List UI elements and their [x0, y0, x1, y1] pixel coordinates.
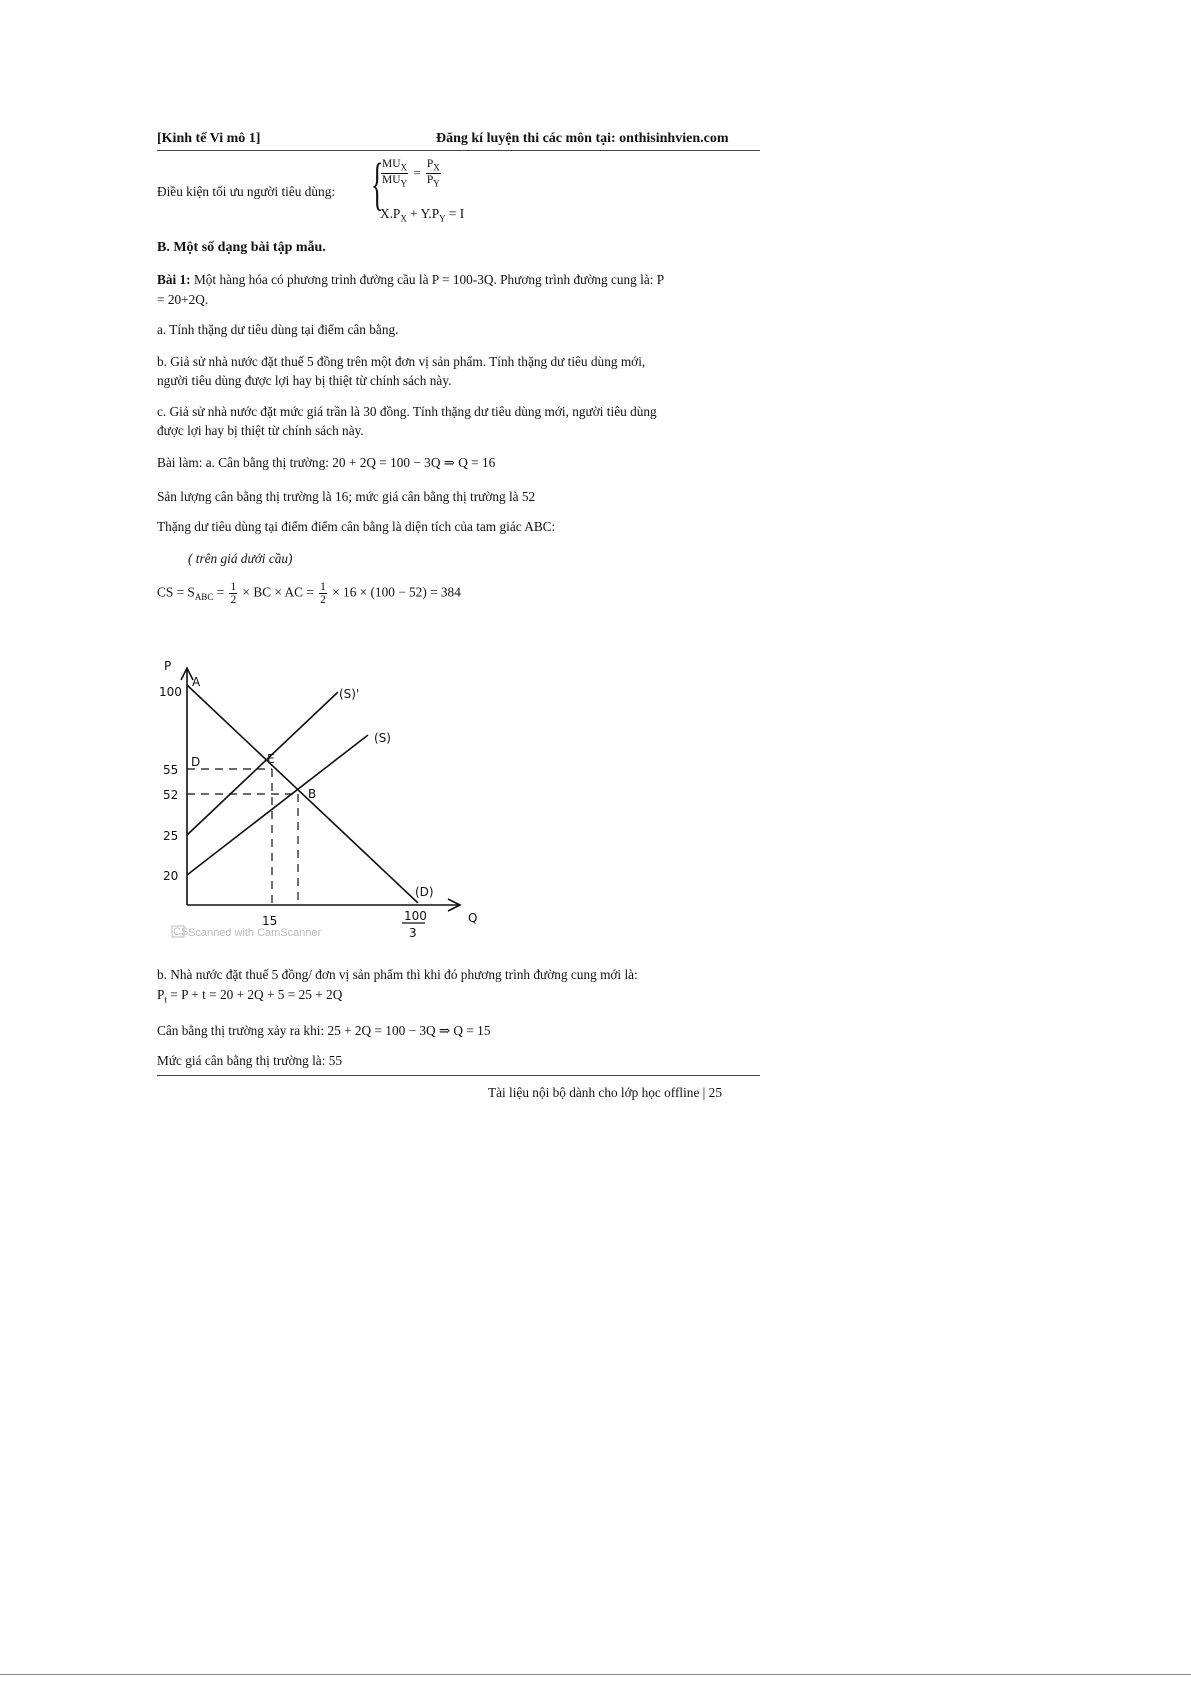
supply-curve — [187, 735, 368, 875]
footer-text: Tài liệu nội bộ dành cho lớp học offline | 25 — [488, 1085, 722, 1100]
supply-demand-graph — [150, 650, 510, 945]
exercise-1-statement: Bài 1: Một hàng hóa có phương trình đường cầu là P = 100-3Q. Phương trình đường cung là: P — [157, 272, 665, 287]
solution-equilibrium: Bài làm: a. Cân bằng thị trường: 20 + 2Q = 100 − 3Q ⇒ Q = 16 — [157, 455, 496, 470]
supply-tax-label: (S)' — [339, 687, 360, 701]
solution-cs-formula: CS = $S_{ABC}$ = $\frac{1}{2}$ × BC × AC = $\frac{1}{2}$ × 16 × (100 − 52) = 384 — [157, 581, 461, 606]
header-site-notice: Đăng kí luyện thi các môn tại: onthisinhvien.com — [436, 131, 729, 146]
tick-100-3-numerator: 100 — [404, 909, 427, 923]
tick-100-3-denominator: 3 — [409, 926, 417, 940]
supply-tax-curve — [187, 692, 338, 835]
exercise-1-statement-cont: = 20+2Q. — [157, 292, 209, 307]
tick-15: 15 — [262, 914, 278, 928]
point-d-label: D — [191, 755, 201, 769]
question-c: c. Giả sử nhà nước đặt mức giá trần là 30 đồng. Tính thặng dư tiêu dùng mới, người tiêu dùng — [157, 404, 657, 419]
solution-cs-description: Thặng dư tiêu dùng tại điểm điểm cân bằng là diện tích của tam giác ABC: — [157, 519, 556, 534]
tick-20: 20 — [163, 869, 179, 883]
p-axis-label: P — [164, 659, 172, 673]
part-b-supply-equation: $P_t = P + t = 20 + 2Q + 5 = 25 + 2Q$ — [157, 987, 343, 1005]
header-rule — [157, 150, 760, 151]
question-b: b. Giả sử nhà nước đặt thuế 5 đồng trên một đơn vị sản phẩm. Tính thặng dư tiêu dùng mới, — [157, 354, 646, 369]
question-a: a. Tính thặng dư tiêu dùng tại điểm cân bằng. — [157, 322, 399, 337]
condition-brace: { — [371, 151, 384, 216]
solution-cs-note: ( trên giá dưới cầu) — [188, 551, 293, 566]
point-a-label: A — [192, 675, 201, 689]
solution-equilibrium-values: Sản lượng cân bằng thị trường là 16; mức giá cân bằng thị trường là 52 — [157, 489, 536, 504]
tick-55: 55 — [163, 763, 179, 777]
part-b-supply-text: b. Nhà nước đặt thuế 5 đồng/ đơn vị sản phẩm thì khi đó phương trình đường cung mới là: — [157, 967, 638, 982]
header-course-title: [Kinh tế Vi mô 1] — [157, 131, 261, 146]
tick-52: 52 — [163, 788, 179, 802]
point-e-label: E — [267, 752, 275, 766]
condition-ratio: $\frac{MU_X}{MU_Y}$ = $\frac{P_X}{P_Y}$ — [382, 158, 440, 189]
scan-edge-line — [0, 1674, 1191, 1675]
demand-label: (D) — [415, 885, 434, 899]
camscanner-logo-text: CS — [173, 926, 189, 938]
question-c-cont: được lợi hay bị thiệt từ chính sách này. — [157, 423, 364, 438]
condition-label: Điều kiện tối ưu người tiêu dùng: — [157, 184, 336, 199]
question-b-cont: người tiêu dùng được lợi hay bị thiệt từ chính sách này. — [157, 373, 452, 388]
part-b-equilibrium: Cân bằng thị trường xảy ra khi: 25 + 2Q = 100 − 3Q ⇒ Q = 15 — [157, 1023, 491, 1038]
camscanner-watermark: Scanned with CamScanner — [188, 927, 322, 939]
footer-rule — [157, 1075, 760, 1076]
condition-budget: $X.P_X + Y.P_Y = I$ — [380, 206, 465, 224]
supply-label: (S) — [374, 731, 391, 745]
q-axis-label: Q — [468, 911, 478, 925]
tick-100: 100 — [159, 685, 182, 699]
part-b-price: Mức giá cân bằng thị trường là: 55 — [157, 1053, 343, 1068]
tick-25: 25 — [163, 829, 179, 843]
section-heading: B. Một số dạng bài tập mẫu. — [157, 240, 326, 255]
point-b-label: B — [308, 787, 317, 801]
